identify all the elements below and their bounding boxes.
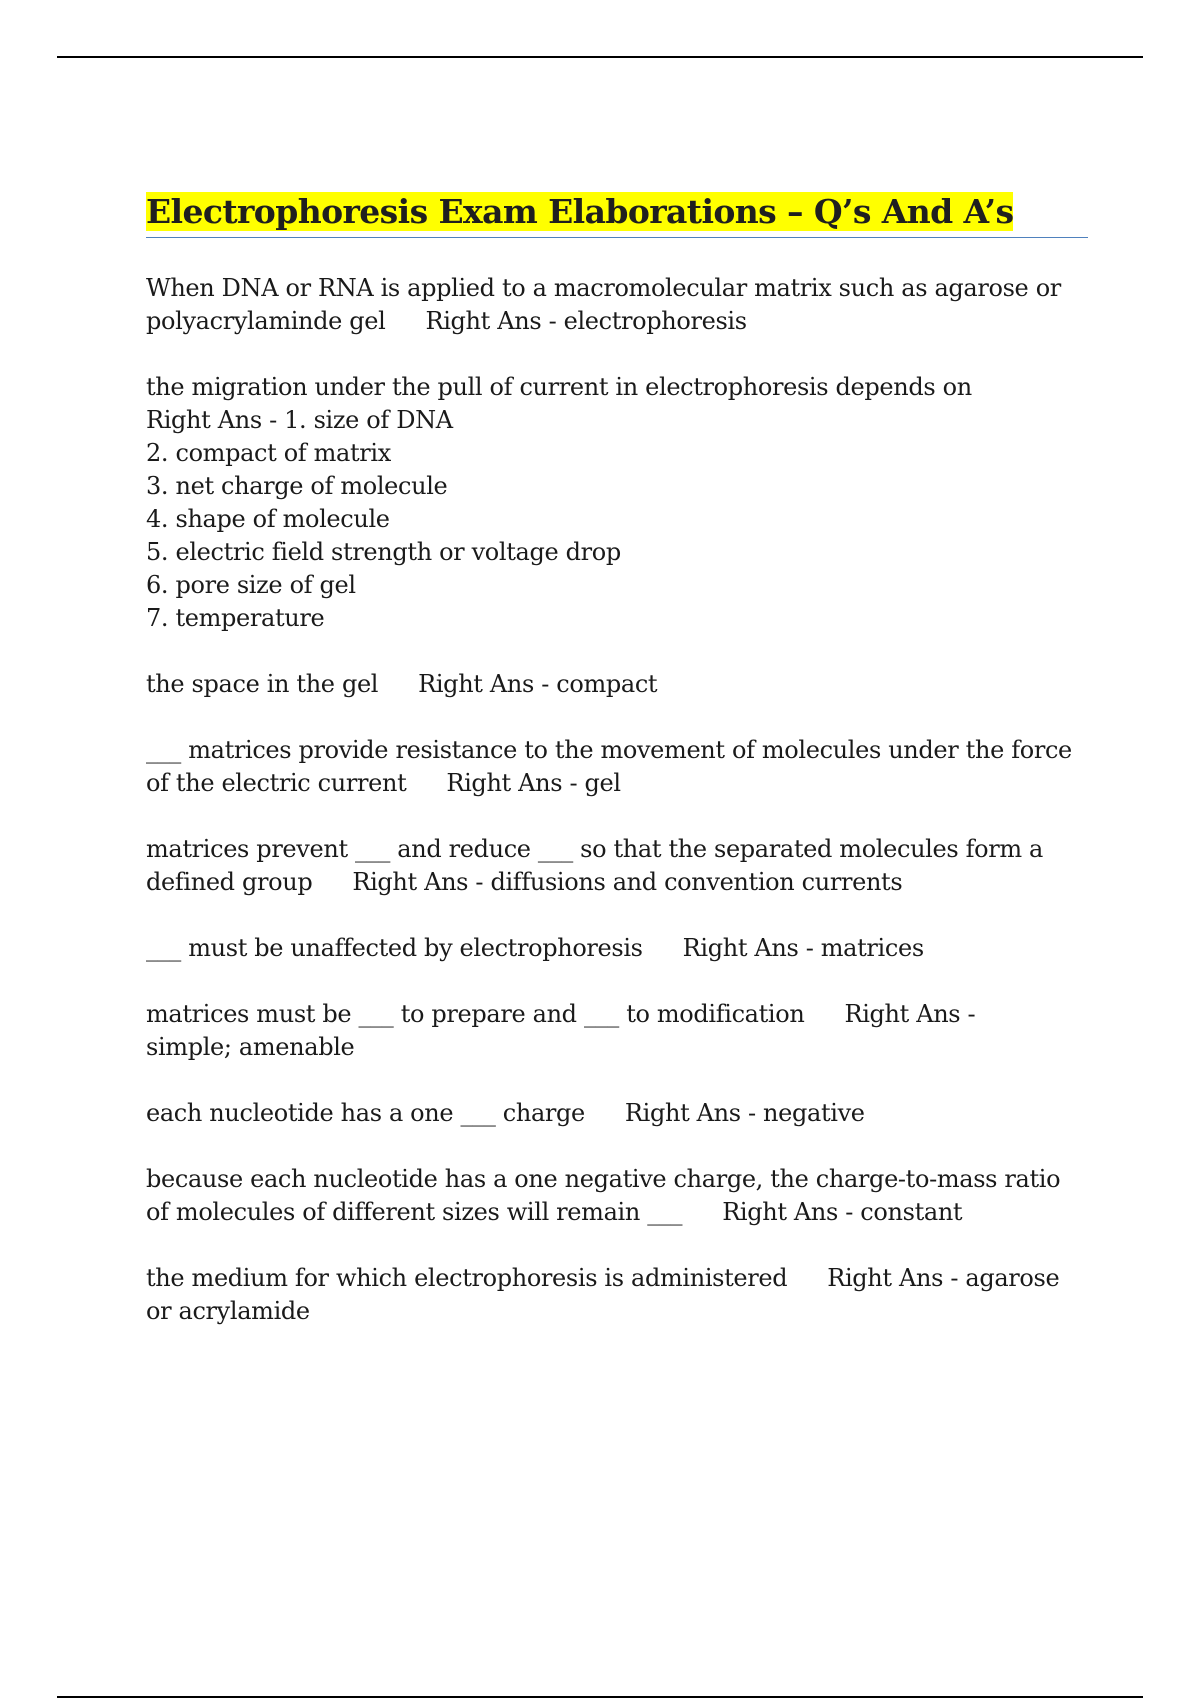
question-text: matrices must be ___ to prepare and ___ to modification <box>146 1000 805 1028</box>
qa-item <box>146 998 1086 1064</box>
answer-line: 7. temperature <box>146 604 325 632</box>
question-answer-row <box>146 998 1086 1031</box>
question-line: the migration under the pull of current in electrophoresis depends on <box>146 373 972 401</box>
qa-item <box>146 371 1086 635</box>
answer-text: Right Ans - 1. size of DNA <box>146 406 453 434</box>
qa-item <box>146 1262 1086 1328</box>
title-block <box>146 190 1088 238</box>
document-title: Electrophoresis Exam Elaborations – Q’s And A’s <box>146 192 1014 231</box>
qa-item <box>146 1097 1086 1130</box>
answer-line: 5. electric field strength or voltage drop <box>146 538 621 566</box>
qa-item <box>146 833 1086 899</box>
footer-rule <box>57 1696 1143 1698</box>
answer-text: Right Ans - gel <box>446 769 621 797</box>
qa-item <box>146 932 1086 965</box>
question-text: polyacrylaminde gel <box>146 307 386 335</box>
question-answer-row <box>146 1097 1086 1130</box>
question-line: ___ matrices provide resistance to the movement of molecules under the force <box>146 736 1072 764</box>
answer-text: Right Ans - electrophoresis <box>425 307 747 335</box>
question-answer-row <box>146 668 1086 701</box>
answer-line: 6. pore size of gel <box>146 571 356 599</box>
answer-text: Right Ans - constant <box>722 1198 963 1226</box>
answer-text: Right Ans - negative <box>624 1099 865 1127</box>
answer-text: Right Ans - diffusions and convention currents <box>352 868 903 896</box>
qa-item <box>146 734 1086 800</box>
answer-text: Right Ans - compact <box>418 670 658 698</box>
answer-text: Right Ans - <box>844 1000 976 1028</box>
question-text: of molecules of different sizes will remain ___ <box>146 1198 683 1226</box>
answer-line: or acrylamide <box>146 1297 310 1325</box>
qa-item <box>146 668 1086 701</box>
qa-item <box>146 272 1086 338</box>
question-answer-row <box>146 305 1086 338</box>
question-line: When DNA or RNA is applied to a macromolecular matrix such as agarose or <box>146 274 1061 302</box>
question-text: each nucleotide has a one ___ charge <box>146 1099 585 1127</box>
qa-list <box>146 272 1086 1328</box>
qa-item <box>146 1163 1086 1229</box>
question-text: defined group <box>146 868 313 896</box>
answer-text: Right Ans - matrices <box>682 934 924 962</box>
question-text: of the electric current <box>146 769 407 797</box>
question-line: matrices prevent ___ and reduce ___ so that the separated molecules form a <box>146 835 1043 863</box>
question-text: the space in the gel <box>146 670 379 698</box>
answer-line: 4. shape of molecule <box>146 505 390 533</box>
header-rule <box>57 56 1143 58</box>
answer-line: 3. net charge of molecule <box>146 472 448 500</box>
question-line: because each nucleotide has a one negative charge, the charge-to-mass ratio <box>146 1165 1061 1193</box>
answer-line: 2. compact of matrix <box>146 439 391 467</box>
document-body <box>146 190 1086 1361</box>
question-text: the medium for which electrophoresis is administered <box>146 1264 788 1292</box>
question-answer-row <box>146 767 1086 800</box>
answer-line: simple; amenable <box>146 1033 355 1061</box>
question-text: ___ must be unaffected by electrophoresis <box>146 934 643 962</box>
question-answer-row <box>146 404 1086 437</box>
question-answer-row <box>146 932 1086 965</box>
question-answer-row <box>146 1196 1086 1229</box>
question-answer-row <box>146 1262 1086 1295</box>
question-answer-row <box>146 866 1086 899</box>
answer-text: Right Ans - agarose <box>827 1264 1060 1292</box>
